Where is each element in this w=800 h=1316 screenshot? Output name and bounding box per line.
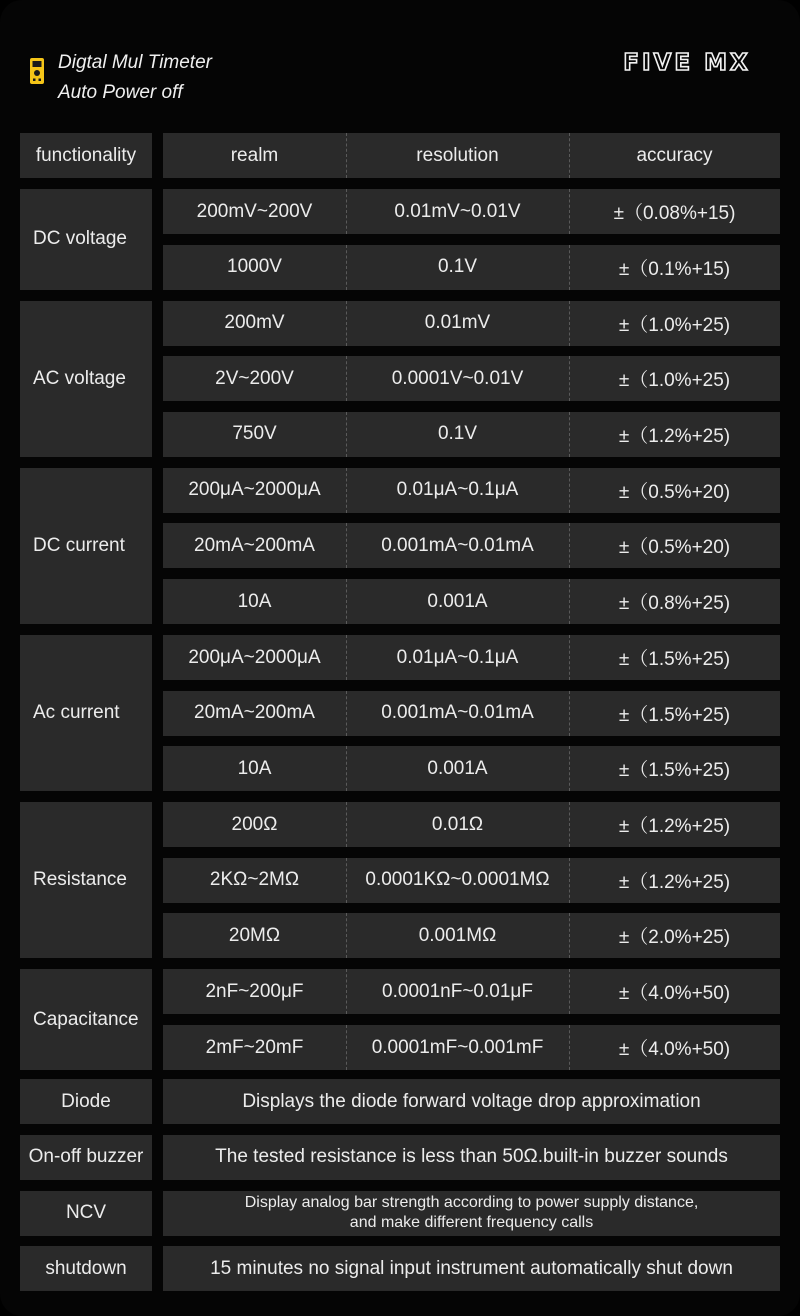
column-divider bbox=[346, 858, 347, 903]
range-cell: 20mA~200mA bbox=[163, 523, 346, 568]
accuracy-cell: ±（0.8%+25) bbox=[569, 579, 780, 624]
accuracy-cell: ±（1.5%+25) bbox=[569, 691, 780, 736]
resolution-cell: 0.1V bbox=[346, 245, 569, 290]
range-cell: 200mV~200V bbox=[163, 189, 346, 234]
resolution-cell: 0.001mA~0.01mA bbox=[346, 523, 569, 568]
column-divider bbox=[346, 969, 347, 1014]
column-header-realm: realm bbox=[163, 133, 346, 178]
range-cell: 10A bbox=[163, 579, 346, 624]
accuracy-cell: ±（4.0%+50) bbox=[569, 1025, 780, 1070]
column-divider bbox=[346, 579, 347, 624]
feature-label: shutdown bbox=[20, 1246, 152, 1291]
function-label: Ac current bbox=[20, 635, 152, 791]
range-cell: 10A bbox=[163, 746, 346, 791]
feature-label: On-off buzzer bbox=[20, 1135, 152, 1180]
column-divider bbox=[569, 133, 570, 178]
brand-logo bbox=[600, 48, 775, 76]
product-subtitle: Auto Power off bbox=[58, 82, 183, 103]
accuracy-cell: ±（1.5%+25) bbox=[569, 635, 780, 680]
range-cell: 200μA~2000μA bbox=[163, 468, 346, 513]
column-header-accuracy: accuracy bbox=[569, 133, 780, 178]
range-cell: 2mF~20mF bbox=[163, 1025, 346, 1070]
column-divider bbox=[569, 858, 570, 903]
column-header-functionality: functionality bbox=[20, 133, 152, 178]
resolution-cell: 0.0001V~0.01V bbox=[346, 356, 569, 401]
column-divider bbox=[346, 691, 347, 736]
column-divider bbox=[569, 691, 570, 736]
column-divider bbox=[569, 969, 570, 1014]
function-label: Resistance bbox=[20, 802, 152, 958]
range-cell: 2KΩ~2MΩ bbox=[163, 858, 346, 903]
range-cell: 200mV bbox=[163, 301, 346, 346]
resolution-cell: 0.001A bbox=[346, 746, 569, 791]
accuracy-cell: ±（1.2%+25) bbox=[569, 412, 780, 457]
column-divider bbox=[346, 189, 347, 234]
range-cell: 20MΩ bbox=[163, 913, 346, 958]
column-divider bbox=[569, 635, 570, 680]
column-divider bbox=[346, 412, 347, 457]
function-label: Capacitance bbox=[20, 969, 152, 1070]
column-divider bbox=[569, 802, 570, 847]
feature-description: Display analog bar strength according to power supply distance, and make different frequency calls bbox=[163, 1191, 780, 1236]
accuracy-cell: ±（0.08%+15) bbox=[569, 189, 780, 234]
column-divider bbox=[346, 245, 347, 290]
resolution-cell: 0.01mV bbox=[346, 301, 569, 346]
column-divider bbox=[346, 356, 347, 401]
resolution-cell: 0.001MΩ bbox=[346, 913, 569, 958]
feature-description: Displays the diode forward voltage drop approximation bbox=[163, 1079, 780, 1124]
resolution-cell: 0.0001KΩ~0.0001MΩ bbox=[346, 858, 569, 903]
column-divider bbox=[569, 189, 570, 234]
accuracy-cell: ±（1.0%+25) bbox=[569, 356, 780, 401]
product-title: Digtal Mul Timeter bbox=[58, 52, 212, 73]
accuracy-cell: ±（1.5%+25) bbox=[569, 746, 780, 791]
feature-label: NCV bbox=[20, 1191, 152, 1236]
resolution-cell: 0.001mA~0.01mA bbox=[346, 691, 569, 736]
resolution-cell: 0.01Ω bbox=[346, 802, 569, 847]
column-divider bbox=[346, 468, 347, 513]
range-cell: 200μA~2000μA bbox=[163, 635, 346, 680]
column-divider bbox=[346, 133, 347, 178]
feature-description: The tested resistance is less than 50Ω.built-in buzzer sounds bbox=[163, 1135, 780, 1180]
range-cell: 20mA~200mA bbox=[163, 691, 346, 736]
range-cell: 2V~200V bbox=[163, 356, 346, 401]
multimeter-icon bbox=[29, 57, 45, 85]
resolution-cell: 0.0001nF~0.01μF bbox=[346, 969, 569, 1014]
accuracy-cell: ±（0.5%+20) bbox=[569, 468, 780, 513]
resolution-cell: 0.01mV~0.01V bbox=[346, 189, 569, 234]
function-label: DC current bbox=[20, 468, 152, 624]
column-divider bbox=[569, 301, 570, 346]
column-divider bbox=[569, 356, 570, 401]
range-cell: 1000V bbox=[163, 245, 346, 290]
resolution-cell: 0.001A bbox=[346, 579, 569, 624]
column-divider bbox=[346, 523, 347, 568]
range-cell: 200Ω bbox=[163, 802, 346, 847]
function-label: AC voltage bbox=[20, 301, 152, 457]
function-label: DC voltage bbox=[20, 189, 152, 290]
accuracy-cell: ±（4.0%+50) bbox=[569, 969, 780, 1014]
column-divider bbox=[346, 746, 347, 791]
svg-text:FIVE MX: FIVE MX bbox=[623, 50, 751, 76]
column-divider bbox=[346, 635, 347, 680]
accuracy-cell: ±（2.0%+25) bbox=[569, 913, 780, 958]
accuracy-cell: ±（1.2%+25) bbox=[569, 802, 780, 847]
accuracy-cell: ±（0.5%+20) bbox=[569, 523, 780, 568]
column-divider bbox=[569, 913, 570, 958]
resolution-cell: 0.01μA~0.1μA bbox=[346, 635, 569, 680]
column-header-resolution: resolution bbox=[346, 133, 569, 178]
column-divider bbox=[569, 746, 570, 791]
column-divider bbox=[569, 245, 570, 290]
column-divider bbox=[569, 579, 570, 624]
accuracy-cell: ±（0.1%+15) bbox=[569, 245, 780, 290]
feature-description: 15 minutes no signal input instrument automatically shut down bbox=[163, 1246, 780, 1291]
column-divider bbox=[346, 301, 347, 346]
feature-label: Diode bbox=[20, 1079, 152, 1124]
accuracy-cell: ±（1.2%+25) bbox=[569, 858, 780, 903]
column-divider bbox=[346, 802, 347, 847]
column-divider bbox=[346, 913, 347, 958]
column-divider bbox=[569, 523, 570, 568]
column-divider bbox=[346, 1025, 347, 1070]
column-divider bbox=[569, 1025, 570, 1070]
column-divider bbox=[569, 468, 570, 513]
range-cell: 2nF~200μF bbox=[163, 969, 346, 1014]
resolution-cell: 0.1V bbox=[346, 412, 569, 457]
range-cell: 750V bbox=[163, 412, 346, 457]
column-divider bbox=[569, 412, 570, 457]
resolution-cell: 0.0001mF~0.001mF bbox=[346, 1025, 569, 1070]
accuracy-cell: ±（1.0%+25) bbox=[569, 301, 780, 346]
resolution-cell: 0.01μA~0.1μA bbox=[346, 468, 569, 513]
